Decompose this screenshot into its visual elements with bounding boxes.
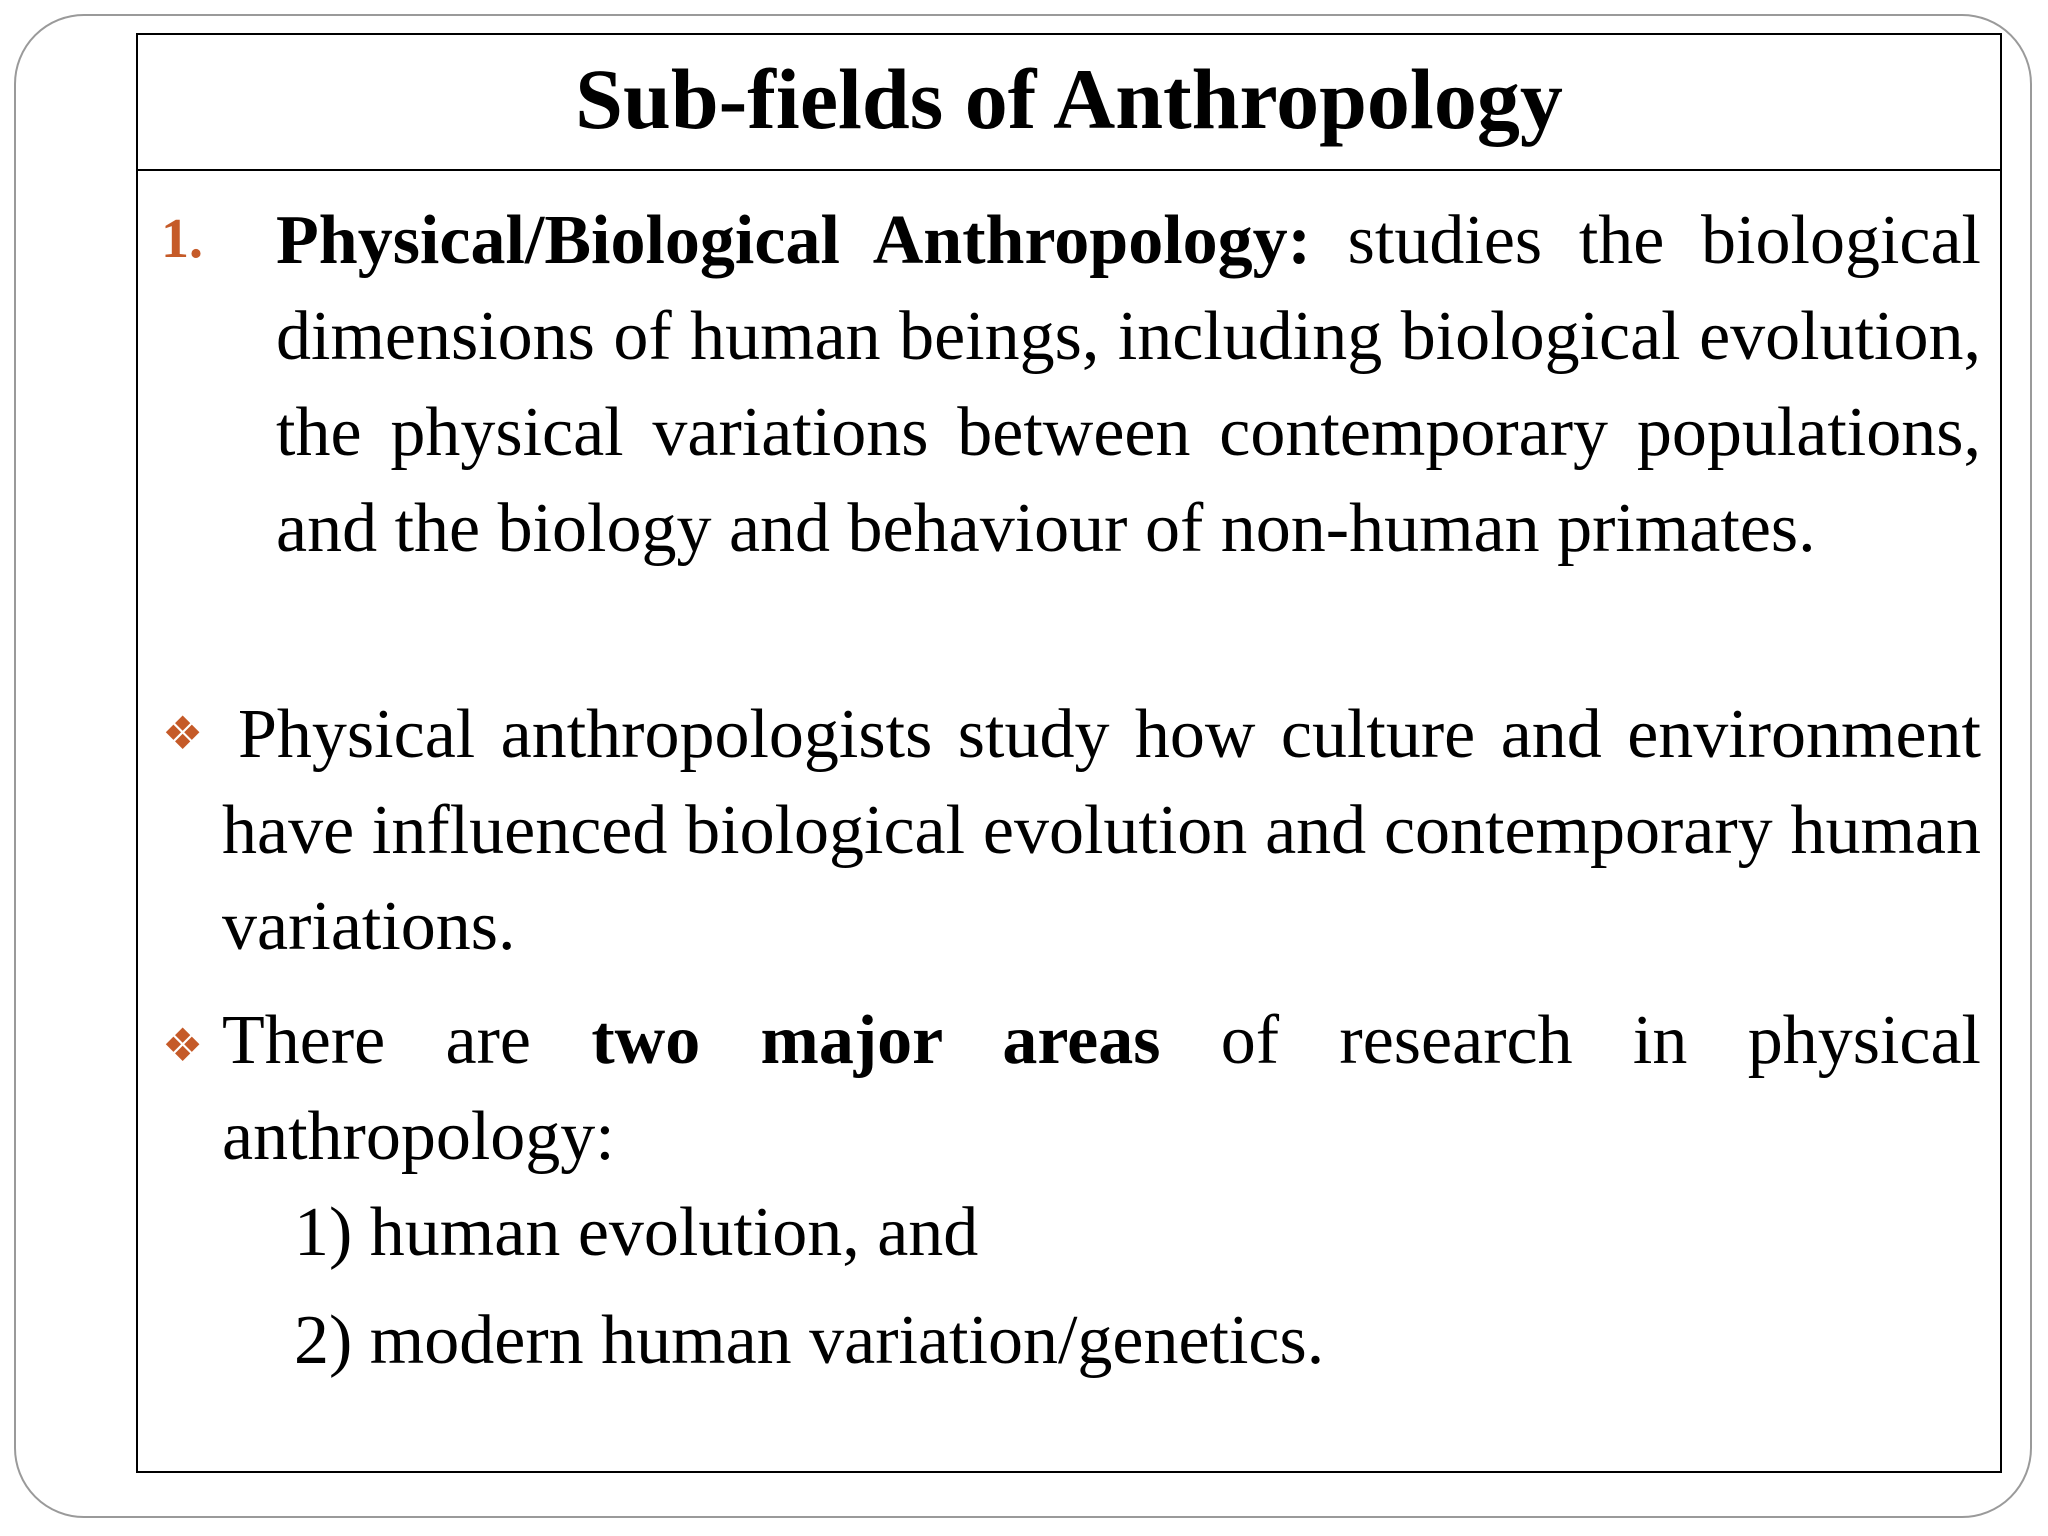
slide-title: Sub-fields of Anthropology xyxy=(575,51,1563,147)
item-text xyxy=(276,193,1981,577)
bullet-item-culture-environment xyxy=(138,687,1981,975)
item-heading: Physical/Biological Anthropology: xyxy=(276,202,1311,279)
bullet-text-lead: There are xyxy=(222,1002,592,1079)
diamond-bullet-icon: ❖ xyxy=(162,1020,204,1071)
diamond-bullet-icon: ❖ xyxy=(162,708,204,759)
sub-item-human-evolution: 1) human evolution, and xyxy=(294,1194,979,1271)
bullet-text xyxy=(222,993,1981,1185)
numbered-item-physical-anthropology xyxy=(138,193,1981,577)
bullet-item-research-areas xyxy=(138,993,1981,1185)
bullet-text: Physical anthropologists study how culture and environment have influenced biological evolution and contemporary human variations. xyxy=(222,696,1981,965)
title-bar xyxy=(138,35,2000,171)
sub-list xyxy=(294,1179,1324,1395)
item-number: 1. xyxy=(161,208,203,270)
sub-item-human-variation: 2) modern human variation/genetics. xyxy=(294,1302,1325,1379)
item-description: studies the biological dimensions of human beings, including biological evolution, the physical variations between contemporary populations, and the biology and behaviour of non-human primates. xyxy=(276,202,1981,567)
content-box xyxy=(136,33,2002,1473)
bullet-text-tail: of research in physical anthropology: xyxy=(222,1002,1981,1175)
bullet-text-bold: two major areas xyxy=(591,1002,1161,1079)
